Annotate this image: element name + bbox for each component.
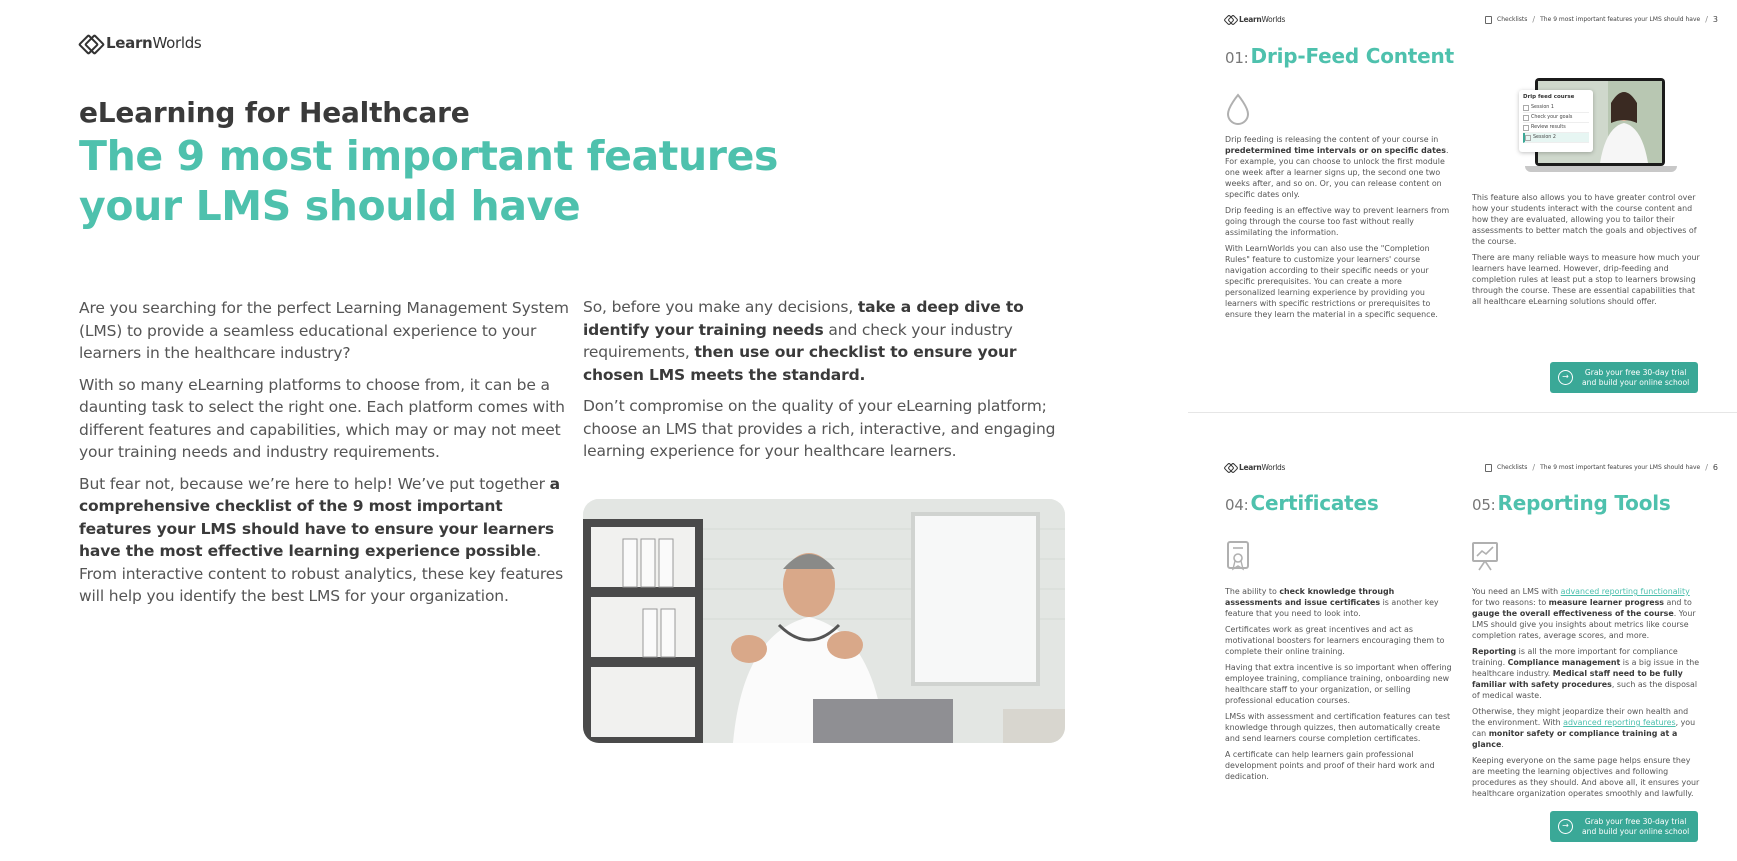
section-heading: 05: Reporting Tools [1472,491,1671,515]
card-item: Session 2 [1523,133,1589,143]
reporting-body: You need an LMS with advanced reporting functionality for two reasons: to measure learner progress and to gauge the overall effectiveness of the course. Your LMS should give you insights about metrics like course completion rates, average scores, and more. Reporting is all the more important for compliance training. Compliance management is a big issue in the healthcare industry. Medical staff need to be fully familiar with safety procedures, such as the disposal of medical waste. Otherwise, they might jeopardize their own health and the environment. With advanced reporting features, you can monitor safety or compliance training at a glance. Keeping everyone on the same page helps ensure they are meeting the learning objectives and following procedures as they should. And above all, it ensures your healthcare organization operates smoothly and lawfully. [1472,587,1700,798]
certificate-icon [1224,540,1252,572]
arrow-circle-icon: → [1558,370,1573,385]
reporting-features-link[interactable]: advanced reporting features [1563,718,1676,727]
learnworlds-logo[interactable]: LearnWorlds [1225,462,1285,473]
breadcrumb-item[interactable]: Checklists [1497,16,1528,23]
page-kicker: eLearning for Healthcare [79,96,470,129]
logo-mark-icon [80,33,100,53]
section-body-left: Drip feeding is releasing the content of your course in predetermined time intervals or on specific dates. For example, you can choose to unlock the first module one week after a learner signs up, the second one two weeks after, and so on. Or, you can release content on specific dates only. Drip feeding is an effective way to prevent learners from going through the course too fast without really assimilating the information. With LearnWorlds you can also use the "Completion Rules" feature to customize your learners' course navigation according to their specific needs or your specific prerequisites. You can create a more personalized learning experience by providing you learners with specific restrictions or prerequisites to ensure they learn the material in a specific sequence. [1225,135,1450,319]
section-body-right: This feature also allows you to have greater control over how your students interact with the course content and how they are evaluated, allowing you to tailor their assessments to better match the goals and objectives of the course. There are many reliable ways to measure how much your learners have learned. However, drip-feeding and completion rules at least put a stop to learners browsing through the course. These are essential capabilities that all healthcare eLearning solutions should offer. [1472,193,1700,306]
free-trial-button[interactable]: → Grab your free 30-day trial and build your online school [1550,811,1698,842]
learnworlds-logo[interactable]: LearnWorlds [1225,14,1285,25]
breadcrumb: Checklists / The 9 most important features your LMS should have / 6 [1485,463,1718,472]
drip-feed-card: Drip feed course Session 1 Check your goals Review results Session 2 [1519,90,1593,152]
page-number: 6 [1712,463,1718,472]
intro-paragraph: Are you searching for the perfect Learning Management System (LMS) to provide a seamless educational experience to your learners in the healthcare industry? [79,299,569,362]
arrow-circle-icon: → [1558,819,1573,834]
checklist-icon [1485,464,1492,472]
intro-column-right [583,296,1078,472]
breadcrumb-item[interactable]: Checklists [1497,464,1528,471]
intro-paragraph: So, before you make any decisions, take a deep dive to identify your training needs and check your industry requirements, then use our checklist to ensure your chosen LMS meets the standard. [583,298,1024,384]
card-item: Review results [1523,123,1589,133]
section-heading: 04: Certificates [1225,491,1379,515]
certificates-body: The ability to check knowledge through assessments and issue certificates is another key feature that you need to look into. Certificates work as great incentives and act as motivational boosters for learners encouraging them to complete their online training. Having that extra incentive is so important when offering employee training, compliance training, onboarding new healthcare staff to your organization, or selling professional education courses. LMSs with assessment and certification features can test knowledge through quizzes, then automatically create and send learners course completion certificates. A certificate can help learners gain professional development points and proof of their hard work and dedication. [1225,587,1452,781]
chart-board-icon [1471,540,1499,572]
page-certificates-reporting [1188,448,1737,860]
intro-paragraph: Don’t compromise on the quality of your eLearning platform; choose an LMS that provides a rich, interactive, and engaging learning experience for your healthcare learners. [583,397,1056,460]
page-divider [1188,412,1737,413]
section-heading: 01: Drip-Feed Content [1225,44,1454,68]
learnworlds-logo[interactable]: LearnWorlds [80,33,201,53]
doctor-photo [583,499,1065,743]
breadcrumb-item[interactable]: The 9 most important features your LMS should have [1540,464,1701,471]
page-drip-feed [1188,0,1737,412]
card-item: Check your goals [1523,113,1589,123]
checklist-icon [1485,16,1492,24]
intro-column-left [79,297,569,617]
card-item: Session 1 [1523,103,1589,113]
page-title: The 9 most important features your LMS should have [79,132,778,230]
free-trial-button[interactable]: → Grab your free 30-day trial and build your online school [1550,362,1698,393]
reporting-link[interactable]: advanced reporting functionality [1560,587,1690,596]
page-number: 3 [1712,15,1718,24]
intro-paragraph: But fear not, because we’re here to help! We’ve put together a comprehensive checklist of the 9 most important features your LMS should have to ensure your learners have the most effective learning experience possible. From interactive content to robust analytics, these key features will help you identify the best LMS for your organization. [79,474,564,605]
breadcrumb: Checklists / The 9 most important features your LMS should have / 3 [1485,15,1718,24]
water-drop-icon [1224,93,1252,125]
intro-paragraph: With so many eLearning platforms to choose from, it can be a daunting task to select the right one. Each platform comes with different features and capabilities, which may or may not meet your training needs and industry requirements. [79,375,565,461]
breadcrumb-item[interactable]: The 9 most important features your LMS should have [1540,16,1701,23]
laptop-mockup [1525,78,1670,174]
logo-mark-icon [1225,14,1236,25]
logo-mark-icon [1225,462,1236,473]
